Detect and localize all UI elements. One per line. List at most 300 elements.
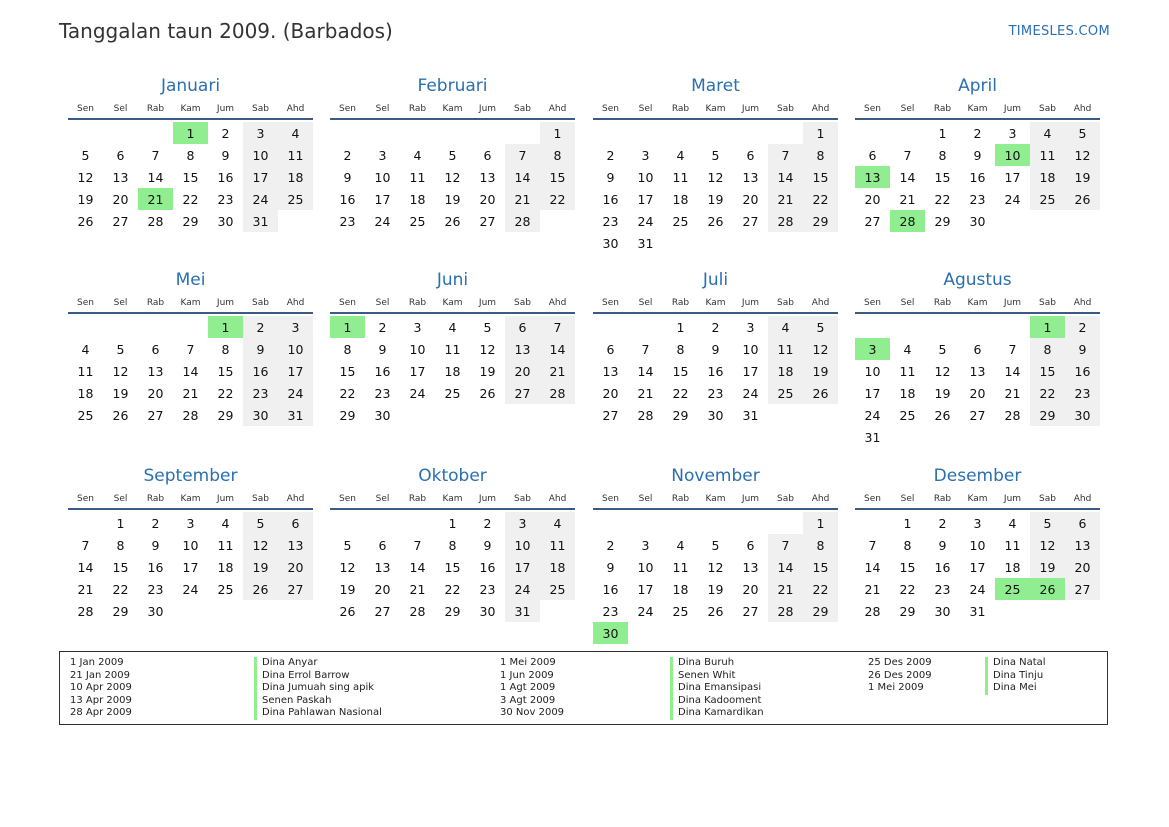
- day-cell: 4: [413, 147, 422, 163]
- day-cell: 24: [505, 578, 540, 600]
- day-cell: 16: [707, 363, 724, 379]
- weekday-label: Sel: [638, 298, 653, 308]
- holiday-date: 26 Des 2009: [868, 669, 932, 681]
- day-cell: 24: [864, 407, 881, 423]
- month-name: Juli: [702, 270, 729, 290]
- month-agustus: [855, 268, 1100, 448]
- day-cell: 14: [637, 363, 654, 379]
- day-cell: 23: [147, 581, 164, 597]
- day-cell: 11: [217, 537, 234, 553]
- month-name: Oktober: [418, 466, 487, 486]
- day-cell: 4: [903, 341, 912, 357]
- day-cell: 28: [768, 600, 803, 622]
- day-cell: 17: [742, 363, 759, 379]
- weekday-label: Sab: [252, 494, 269, 504]
- day-cell: 30: [707, 407, 724, 423]
- holiday-name: Dina Kamardikan: [670, 707, 764, 720]
- day-cell: 8: [803, 144, 838, 166]
- day-cell: 31: [742, 407, 759, 423]
- day-cell: 8: [448, 537, 457, 553]
- day-cell: 9: [606, 169, 615, 185]
- holiday-name: Senen Paskah: [254, 695, 382, 708]
- day-cell: 8: [938, 147, 947, 163]
- weekday-label: Jum: [216, 104, 235, 114]
- day-cell: 22: [899, 581, 916, 597]
- day-cell: 30: [602, 235, 619, 251]
- day-cell: 26: [1065, 188, 1100, 210]
- day-cell: 6: [278, 512, 313, 534]
- day-cell: 31: [505, 600, 540, 622]
- day-cell: 17: [243, 166, 278, 188]
- day-cell: 14: [409, 559, 426, 575]
- day-cell: 12: [1030, 534, 1065, 556]
- day-cell: 12: [707, 169, 724, 185]
- month-name: Mei: [175, 270, 206, 290]
- weekday-label: Kam: [705, 494, 726, 504]
- day-cell: 18: [899, 385, 916, 401]
- day-cell: 23: [602, 603, 619, 619]
- site-link[interactable]: TIMESLES.COM: [1008, 24, 1110, 39]
- weekday-header: [330, 490, 575, 510]
- day-cell: 23: [934, 581, 951, 597]
- holiday-names-col-3: [985, 657, 1046, 695]
- empty-cell: [628, 122, 663, 144]
- day-cell: 14: [77, 559, 94, 575]
- weekday-label: Sel: [900, 104, 915, 114]
- holiday-date: 10 Apr 2009: [70, 682, 132, 694]
- weekday-label: Ahd: [811, 298, 830, 308]
- empty-cell: [628, 512, 663, 534]
- day-cell: 30: [374, 407, 391, 423]
- day-cell: 29: [899, 603, 916, 619]
- holiday-name: Dina Anyar: [254, 657, 382, 670]
- day-cell: 22: [803, 188, 838, 210]
- weekday-label: Rab: [933, 494, 952, 504]
- day-cell: 27: [742, 603, 759, 619]
- day-cell: 11: [899, 363, 916, 379]
- day-grid: [330, 512, 575, 622]
- weekday-header: [855, 490, 1100, 510]
- day-cell: 7: [413, 537, 422, 553]
- holiday-date: 28 Apr 2009: [70, 707, 132, 719]
- day-cell: 16: [339, 191, 356, 207]
- day-cell: 27: [505, 382, 540, 404]
- day-cell: 6: [151, 341, 160, 357]
- day-cell: 25: [540, 578, 575, 600]
- day-cell: 10: [243, 144, 278, 166]
- day-cell: 18: [672, 581, 689, 597]
- day-cell: 8: [343, 341, 352, 357]
- empty-cell: [505, 122, 540, 144]
- day-cell: 5: [1030, 512, 1065, 534]
- month-name: Januari: [160, 76, 221, 96]
- day-cell: 22: [1030, 382, 1065, 404]
- day-cell: 10: [278, 338, 313, 360]
- day-cell: 10: [742, 341, 759, 357]
- month-januari: [68, 74, 313, 232]
- weekday-label: Jum: [478, 298, 497, 308]
- day-cell: 15: [899, 559, 916, 575]
- day-cell: 10: [182, 537, 199, 553]
- day-cell: 21: [77, 581, 94, 597]
- day-cell: 16: [602, 581, 619, 597]
- day-cell: 23: [969, 191, 986, 207]
- day-cell: 25: [217, 581, 234, 597]
- holiday-date: 1 Mei 2009: [500, 657, 556, 668]
- holiday-day-cell: 10: [995, 144, 1030, 166]
- weekday-label: Sab: [514, 104, 531, 114]
- day-cell: 21: [899, 191, 916, 207]
- day-cell: 3: [378, 147, 387, 163]
- empty-cell: [173, 316, 208, 338]
- day-cell: 13: [969, 363, 986, 379]
- empty-cell: [628, 316, 663, 338]
- day-cell: 12: [243, 534, 278, 556]
- day-cell: 19: [707, 191, 724, 207]
- holiday-name: Dina Mei: [985, 682, 1046, 695]
- day-cell: 5: [483, 319, 492, 335]
- day-cell: 5: [116, 341, 125, 357]
- day-cell: 10: [374, 169, 391, 185]
- day-cell: 15: [444, 559, 461, 575]
- day-cell: 21: [1004, 385, 1021, 401]
- day-cell: 19: [1065, 166, 1100, 188]
- weekday-label: Sab: [514, 298, 531, 308]
- day-cell: 20: [1065, 556, 1100, 578]
- weekday-label: Kam: [967, 298, 988, 308]
- weekday-label: Jum: [478, 104, 497, 114]
- weekday-label: Ahd: [548, 298, 567, 308]
- day-cell: 20: [278, 556, 313, 578]
- day-cell: 28: [768, 210, 803, 232]
- weekday-label: Sel: [113, 104, 128, 114]
- weekday-label: Sab: [1039, 104, 1056, 114]
- day-cell: 10: [409, 341, 426, 357]
- day-cell: 16: [243, 360, 278, 382]
- day-cell: 12: [707, 559, 724, 575]
- day-cell: 7: [540, 316, 575, 338]
- day-cell: 9: [938, 537, 947, 553]
- day-cell: 22: [672, 385, 689, 401]
- weekday-label: Sab: [777, 494, 794, 504]
- empty-cell: [855, 512, 890, 534]
- day-cell: 8: [903, 537, 912, 553]
- day-cell: 31: [278, 404, 313, 426]
- day-cell: 21: [540, 360, 575, 382]
- day-cell: 2: [343, 147, 352, 163]
- day-cell: 28: [540, 382, 575, 404]
- day-cell: 13: [147, 363, 164, 379]
- day-cell: 25: [1030, 188, 1065, 210]
- day-cell: 20: [112, 191, 129, 207]
- holiday-day-cell: 3: [855, 338, 890, 360]
- day-cell: 8: [221, 341, 230, 357]
- weekday-header: [593, 294, 838, 314]
- holiday-name: Dina Kadooment: [670, 695, 764, 708]
- holiday-day-cell: 1: [208, 316, 243, 338]
- day-cell: 12: [1065, 144, 1100, 166]
- weekday-header: [855, 294, 1100, 314]
- month-name: Maret: [691, 76, 740, 96]
- day-cell: 4: [540, 512, 575, 534]
- day-cell: 4: [221, 515, 230, 531]
- day-cell: 9: [221, 147, 230, 163]
- holiday-date: 3 Agt 2009: [500, 694, 556, 706]
- day-cell: 17: [637, 191, 654, 207]
- weekday-label: Ahd: [286, 494, 305, 504]
- day-cell: 30: [969, 213, 986, 229]
- holiday-day-cell: 30: [593, 622, 628, 644]
- weekday-header: [593, 490, 838, 510]
- day-cell: 8: [540, 144, 575, 166]
- day-cell: 23: [374, 385, 391, 401]
- empty-cell: [138, 316, 173, 338]
- weekday-label: Kam: [967, 104, 988, 114]
- day-cell: 5: [938, 341, 947, 357]
- day-grid: [68, 512, 313, 622]
- weekday-label: Ahd: [811, 104, 830, 114]
- weekday-label: Sen: [864, 494, 881, 504]
- day-grid: [68, 316, 313, 426]
- day-cell: 19: [803, 360, 838, 382]
- month-name: Desember: [933, 466, 1022, 486]
- empty-cell: [103, 316, 138, 338]
- holiday-name: Dina Buruh: [670, 657, 764, 670]
- day-grid: [593, 316, 838, 426]
- weekday-label: Sen: [602, 494, 619, 504]
- day-cell: 2: [378, 319, 387, 335]
- day-cell: 14: [540, 338, 575, 360]
- day-cell: 3: [186, 515, 195, 531]
- day-cell: 15: [182, 169, 199, 185]
- weekday-header: [68, 100, 313, 120]
- day-cell: 19: [934, 385, 951, 401]
- day-cell: 1: [448, 515, 457, 531]
- day-cell: 6: [1065, 512, 1100, 534]
- day-cell: 3: [243, 122, 278, 144]
- day-cell: 20: [864, 191, 881, 207]
- day-cell: 29: [112, 603, 129, 619]
- weekday-label: Rab: [408, 494, 427, 504]
- empty-cell: [663, 122, 698, 144]
- day-cell: 28: [864, 603, 881, 619]
- empty-cell: [960, 316, 995, 338]
- day-cell: 19: [77, 191, 94, 207]
- holiday-name: Dina Natal: [985, 657, 1046, 670]
- day-cell: 8: [1030, 338, 1065, 360]
- day-cell: 17: [182, 559, 199, 575]
- day-cell: 11: [1004, 537, 1021, 553]
- day-cell: 20: [969, 385, 986, 401]
- holiday-date: 1 Jun 2009: [500, 669, 554, 681]
- day-cell: 27: [374, 603, 391, 619]
- weekday-label: Jum: [216, 494, 235, 504]
- day-cell: 14: [864, 559, 881, 575]
- day-cell: 29: [934, 213, 951, 229]
- holiday-dates-col-1: [70, 657, 132, 720]
- day-cell: 20: [602, 385, 619, 401]
- holiday-day-cell: 1: [1030, 316, 1065, 338]
- day-cell: 9: [1065, 338, 1100, 360]
- day-cell: 18: [1004, 559, 1021, 575]
- day-cell: 7: [81, 537, 90, 553]
- day-cell: 28: [147, 213, 164, 229]
- day-cell: 29: [803, 600, 838, 622]
- weekday-label: Sel: [375, 298, 390, 308]
- day-cell: 9: [483, 537, 492, 553]
- weekday-label: Kam: [442, 104, 463, 114]
- day-cell: 28: [637, 407, 654, 423]
- day-cell: 1: [803, 122, 838, 144]
- day-cell: 14: [182, 363, 199, 379]
- day-cell: 13: [112, 169, 129, 185]
- day-cell: 29: [803, 210, 838, 232]
- holiday-date: 30 Nov 2009: [500, 707, 565, 719]
- day-cell: 18: [444, 363, 461, 379]
- weekday-label: Sel: [375, 104, 390, 114]
- day-cell: 19: [707, 581, 724, 597]
- day-cell: 7: [903, 147, 912, 163]
- holiday-day-cell: 26: [1030, 578, 1065, 600]
- day-cell: 16: [479, 559, 496, 575]
- empty-cell: [365, 512, 400, 534]
- month-juli: [593, 268, 838, 426]
- day-cell: 5: [711, 537, 720, 553]
- day-cell: 15: [540, 166, 575, 188]
- day-cell: 25: [409, 213, 426, 229]
- page-title: Tanggalan taun 2009. (Barbados): [59, 19, 393, 43]
- day-cell: 4: [768, 316, 803, 338]
- day-cell: 2: [973, 125, 982, 141]
- day-cell: 14: [768, 556, 803, 578]
- day-cell: 11: [444, 341, 461, 357]
- day-cell: 2: [483, 515, 492, 531]
- weekday-label: Kam: [180, 298, 201, 308]
- day-cell: 23: [217, 191, 234, 207]
- day-cell: 21: [409, 581, 426, 597]
- holiday-date: 25 Des 2009: [868, 657, 932, 668]
- day-cell: 1: [803, 512, 838, 534]
- weekday-label: Sel: [638, 494, 653, 504]
- weekday-label: Kam: [967, 494, 988, 504]
- day-cell: 31: [637, 235, 654, 251]
- day-cell: 18: [217, 559, 234, 575]
- weekday-label: Ahd: [1073, 494, 1092, 504]
- day-cell: 8: [186, 147, 195, 163]
- day-cell: 18: [278, 166, 313, 188]
- day-cell: 22: [444, 581, 461, 597]
- day-cell: 18: [672, 191, 689, 207]
- holiday-name: Dina Jumuah sing apik: [254, 682, 382, 695]
- weekday-label: Sel: [375, 494, 390, 504]
- day-cell: 12: [77, 169, 94, 185]
- weekday-label: Jum: [1003, 104, 1022, 114]
- day-cell: 24: [182, 581, 199, 597]
- day-cell: 13: [505, 338, 540, 360]
- day-cell: 31: [243, 210, 278, 232]
- weekday-label: Sen: [864, 104, 881, 114]
- day-cell: 18: [1030, 166, 1065, 188]
- holiday-date: 1 Agt 2009: [500, 682, 556, 694]
- month-februari: [330, 74, 575, 232]
- day-cell: 26: [707, 603, 724, 619]
- day-cell: 11: [768, 338, 803, 360]
- day-cell: 7: [186, 341, 195, 357]
- weekday-label: Rab: [933, 298, 952, 308]
- empty-cell: [698, 122, 733, 144]
- day-cell: 14: [899, 169, 916, 185]
- holiday-name: Dina Errol Barrow: [254, 670, 382, 683]
- day-cell: 29: [339, 407, 356, 423]
- day-cell: 30: [217, 213, 234, 229]
- day-cell: 20: [742, 191, 759, 207]
- day-grid: [330, 316, 575, 426]
- empty-cell: [890, 316, 925, 338]
- day-cell: 8: [803, 534, 838, 556]
- day-cell: 5: [243, 512, 278, 534]
- holiday-name: Dina Pahlawan Nasional: [254, 707, 382, 720]
- day-cell: 10: [637, 169, 654, 185]
- weekday-label: Sel: [113, 298, 128, 308]
- holiday-day-cell: 1: [330, 316, 365, 338]
- day-cell: 22: [934, 191, 951, 207]
- weekday-label: Kam: [442, 298, 463, 308]
- day-cell: 11: [672, 559, 689, 575]
- day-cell: 28: [77, 603, 94, 619]
- day-cell: 9: [973, 147, 982, 163]
- day-cell: 22: [112, 581, 129, 597]
- weekday-label: Sab: [514, 494, 531, 504]
- month-name: Juni: [436, 270, 469, 290]
- day-cell: 10: [637, 559, 654, 575]
- day-cell: 30: [934, 603, 951, 619]
- day-cell: 26: [803, 382, 838, 404]
- day-cell: 16: [374, 363, 391, 379]
- weekday-label: Rab: [933, 104, 952, 114]
- day-cell: 12: [934, 363, 951, 379]
- weekday-header: [68, 490, 313, 510]
- empty-cell: [68, 512, 103, 534]
- day-grid: [330, 122, 575, 232]
- day-cell: 9: [606, 559, 615, 575]
- month-name: Februari: [417, 76, 488, 96]
- empty-cell: [68, 122, 103, 144]
- day-cell: 6: [868, 147, 877, 163]
- month-maret: [593, 74, 838, 254]
- day-cell: 7: [768, 144, 803, 166]
- day-cell: 26: [243, 578, 278, 600]
- weekday-label: Jum: [741, 104, 760, 114]
- day-cell: 23: [602, 213, 619, 229]
- empty-cell: [768, 512, 803, 534]
- day-cell: 27: [1065, 578, 1100, 600]
- day-cell: 27: [742, 213, 759, 229]
- day-grid: [593, 122, 838, 254]
- weekday-label: Kam: [180, 494, 201, 504]
- day-cell: 29: [672, 407, 689, 423]
- day-cell: 12: [339, 559, 356, 575]
- weekday-label: Rab: [146, 494, 165, 504]
- empty-cell: [593, 512, 628, 534]
- day-cell: 1: [540, 122, 575, 144]
- day-cell: 6: [606, 341, 615, 357]
- day-cell: 26: [934, 407, 951, 423]
- weekday-label: Sen: [602, 298, 619, 308]
- day-cell: 20: [479, 191, 496, 207]
- month-april: [855, 74, 1100, 232]
- day-cell: 27: [864, 213, 881, 229]
- day-cell: 1: [676, 319, 685, 335]
